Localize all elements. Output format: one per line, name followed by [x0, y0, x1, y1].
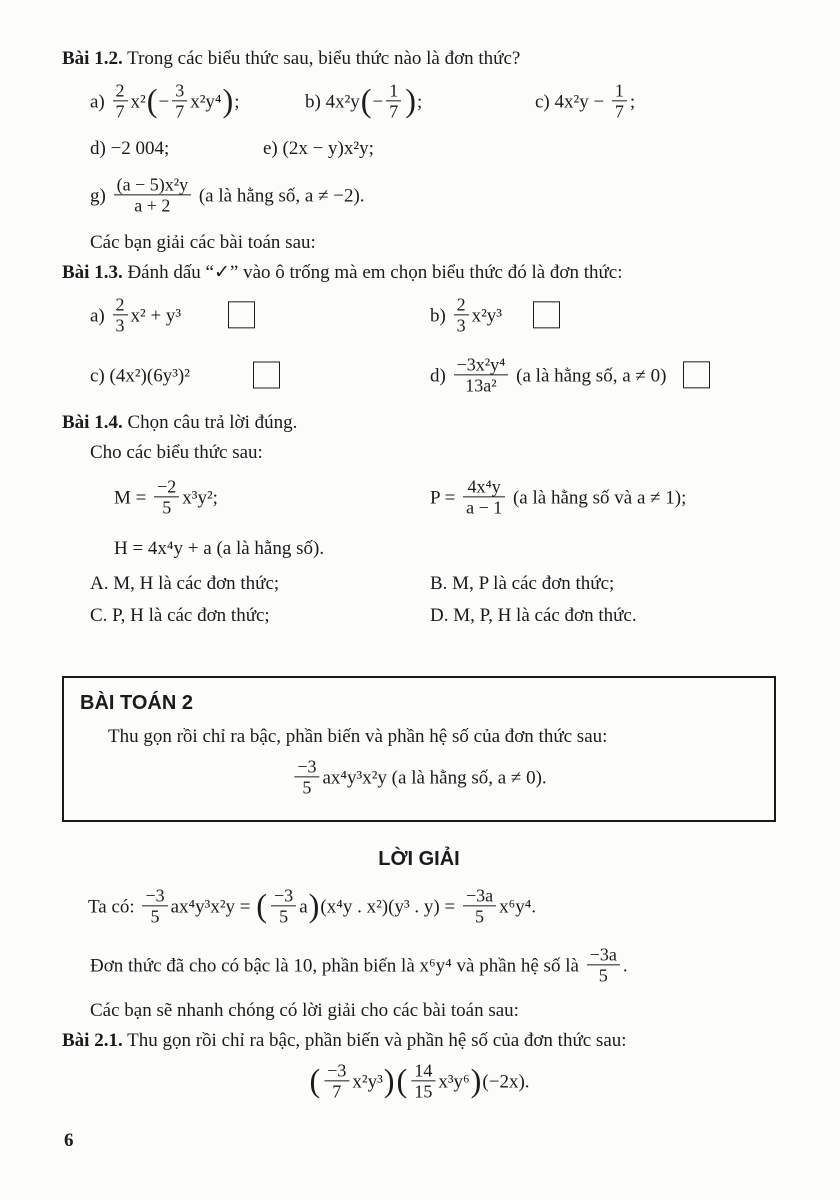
fraction: $\frac{-3a}{5}$ [587, 944, 620, 985]
ex13-checkbox-b [533, 302, 560, 329]
ex12-options-row-2 [62, 132, 776, 166]
big-paren: ( [396, 1062, 408, 1099]
problem-2-formula-row [80, 752, 758, 806]
ex13-option-b [430, 296, 560, 337]
transition-text-2: Các bạn sẽ nhanh chóng có lời giải cho các bài toán sau: [90, 1000, 519, 1021]
big-paren: ) [308, 887, 320, 924]
fraction: $\frac{-3a}{5}$ [463, 885, 496, 926]
ex14-question: Chọn câu trả lời đúng. [127, 412, 298, 433]
fraction: $\frac{-3}{7}$ [324, 1060, 349, 1101]
ex13-option-c-expr: c) (4x²)(6y³)² [90, 365, 190, 387]
fraction: $\frac{14}{15}$ [411, 1060, 435, 1101]
ex14-answer-d: D. M, P, H là các đơn thức. [430, 605, 637, 626]
ex21-question: Thu gọn rồi chỉ ra bậc, phần biến và phần hệ số của đơn thức sau: [127, 1030, 627, 1051]
ex14-answer-b: B. M, P là các đơn thức; [430, 573, 615, 594]
solution-line-1-row [62, 878, 776, 938]
solution-line-2-row [62, 938, 776, 996]
ex13-row-1 [62, 288, 776, 346]
ex14-expressions-row-1 [62, 468, 776, 530]
fraction: $\frac{1}{7}$ [386, 80, 401, 121]
ex14-expr-m: M = $\frac{-2}{5}$ x³y²; [114, 476, 218, 518]
ex14-answers-row-2 [62, 600, 776, 632]
big-paren: ) [222, 82, 234, 119]
ex21-formula: ( $\frac{-3}{7}$ x²y³)( $\frac{14}{15}$ x³y⁶)(−2x). [309, 1060, 530, 1102]
big-paren: ( [360, 82, 372, 119]
ex14-heading [62, 408, 776, 438]
ex14-expr-p: P = $\frac{\text{4x⁴y}}{a - 1}$ (a là hằng số và a ≠ 1); [430, 476, 687, 518]
big-paren: ( [146, 82, 158, 119]
problem-2-title: BÀI TOÁN 2 [80, 692, 193, 714]
fraction: $\frac{\text{(a − 5)x²y}}{a + 2}$ [114, 174, 192, 215]
fraction: $\frac{-2}{5}$ [154, 476, 179, 517]
big-paren: ) [470, 1062, 482, 1099]
fraction: $\frac{1}{7}$ [612, 80, 627, 121]
problem-2-formula: $\frac{-3}{5}$ ax⁴y³x²y (a là hằng số, a ≠ 0). [291, 758, 546, 799]
ex14-label: Bài 1.4. [62, 412, 123, 433]
ex14-intro: Cho các biểu thức sau: [90, 442, 263, 463]
ex12-option-g: g) $\frac{\text{(a − 5)x²y}}{a + 2}$ (a là hằng số, a ≠ −2). [90, 174, 365, 216]
ex13-heading [62, 258, 776, 288]
ex13-checkbox-c [253, 362, 280, 389]
transition-text-1: Các bạn giải các bài toán sau: [90, 232, 316, 253]
ex13-option-b-expr: b) $\frac{2}{3}$ x²y³ [430, 294, 502, 336]
fraction: $\frac{\text{4x⁴y}}{a - 1}$ [463, 476, 505, 517]
fraction: $\frac{-3}{5}$ [294, 756, 319, 797]
ex13-option-a-expr: a) $\frac{2}{3}$ x² + y³ [90, 294, 182, 336]
ex14-expressions-row-2 [62, 530, 776, 568]
ex13-option-a [90, 296, 255, 337]
solution-heading: LỜI GIẢI [378, 848, 460, 870]
big-paren: ( [309, 1062, 321, 1099]
ex12-label: Bài 1.2. [62, 48, 123, 69]
big-paren: ) [405, 82, 417, 119]
solution-line-1: Ta có: $\frac{-3}{5}$ ax⁴y³x²y = ( $\frac{-3}{5}$ a)(x⁴y . x²)(y³ . y) = $\frac{-3a}{5}$ x⁶y⁴. [88, 885, 537, 927]
ex12-option-c: c) 4x²y − $\frac{1}{7}$ ; [535, 80, 636, 122]
ex13-option-c [90, 364, 280, 391]
fraction: $\frac{2}{3}$ [454, 294, 469, 335]
page-content [62, 44, 776, 1110]
ex12-options-row-3 [62, 166, 776, 228]
fraction: $\frac{-3}{5}$ [142, 885, 167, 926]
ex12-question: Trong các biểu thức sau, biểu thức nào là đơn thức? [127, 48, 521, 69]
ex14-expr-h: H = 4x⁴y + a (a là hằng số). [114, 538, 325, 559]
ex13-option-d-expr: d) $\frac{\text{−3x²y⁴}}{\text{13a²}}$ (a là hằng số, a ≠ 0) [430, 354, 667, 396]
ex14-answer-a: A. M, H là các đơn thức; [90, 573, 280, 594]
problem-2-box [62, 676, 776, 822]
ex13-label: Bài 1.3. [62, 262, 123, 283]
fraction: $\frac{\text{−3x²y⁴}}{\text{13a²}}$ [454, 354, 509, 395]
ex14-answer-c: C. P, H là các đơn thức; [90, 605, 270, 626]
ex13-checkbox-a [228, 302, 255, 329]
ex21-formula-row [62, 1056, 776, 1110]
ex12-option-e: e) (2x − y)x²y; [263, 138, 374, 159]
ex12-option-d: d) −2 004; [90, 138, 170, 159]
ex12-option-b: b) 4x²y(− $\frac{1}{7}$ ); [305, 80, 423, 122]
problem-2-statement: Thu gọn rồi chỉ ra bậc, phần biến và phần hệ số của đơn thức sau: [108, 726, 608, 747]
ex13-checkbox-d [683, 362, 710, 389]
ex14-answers-row-1 [62, 568, 776, 600]
ex21-label: Bài 2.1. [62, 1030, 123, 1051]
solution-line-2: Đơn thức đã cho có bậc là 10, phần biến là x⁶y⁴ và phần hệ số là $\frac{-3a}{5}$ . [90, 944, 628, 986]
ex21-heading [62, 1026, 776, 1056]
ex12-options-row-1 [62, 74, 776, 132]
fraction: $\frac{2}{7}$ [113, 80, 128, 121]
ex12-option-a: a) $\frac{2}{7}$ x²(− $\frac{3}{7}$ x²y⁴); [90, 80, 240, 122]
ex13-option-d [430, 356, 710, 397]
page-number: 6 [64, 1130, 74, 1151]
fraction: $\frac{2}{3}$ [113, 294, 128, 335]
ex13-question: Đánh dấu “✓” vào ô trống mà em chọn biểu thức đó là đơn thức: [127, 262, 623, 283]
ex13-row-2 [62, 346, 776, 408]
fraction: $\frac{-3}{5}$ [271, 885, 296, 926]
fraction: $\frac{3}{7}$ [172, 80, 187, 121]
big-paren: ( [256, 887, 268, 924]
big-paren: ) [383, 1062, 395, 1099]
ex12-heading [62, 44, 776, 74]
